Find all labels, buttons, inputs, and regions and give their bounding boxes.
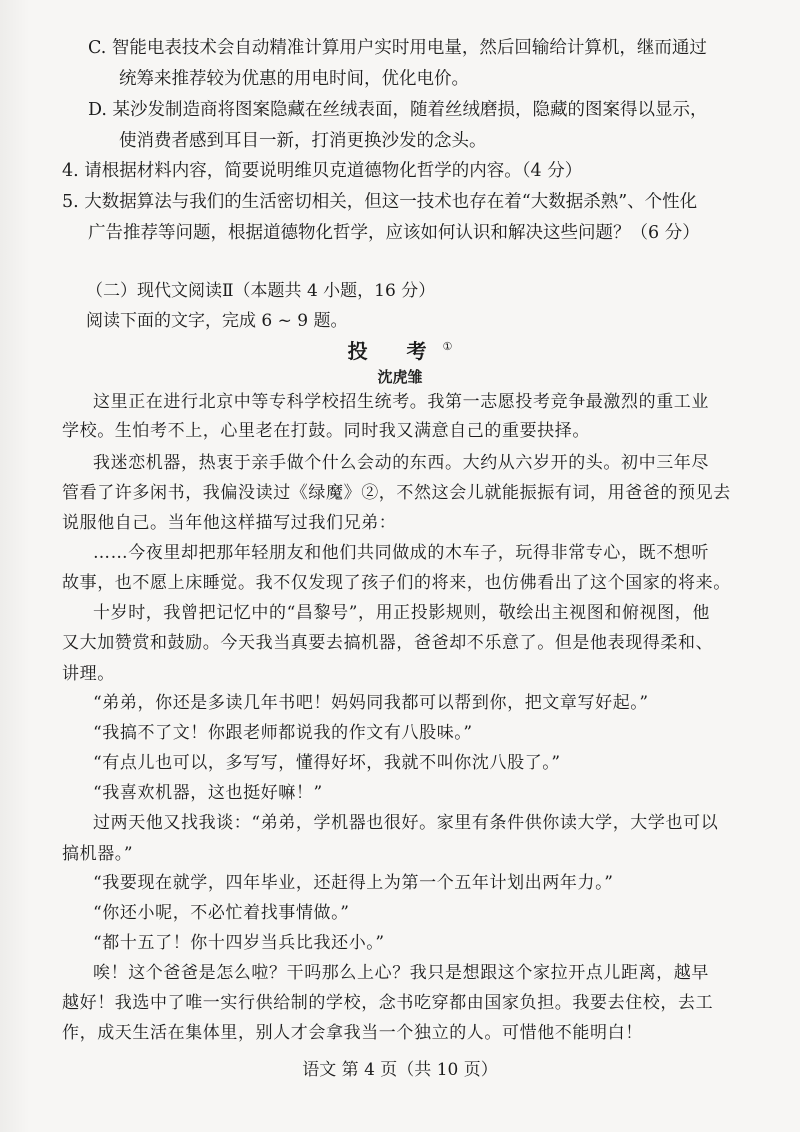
article-line: 这里正在进行北京中等专科学校招生统考。我第一志愿投考竞争最激烈的重工业 <box>93 392 709 412</box>
article-author: 沈虎雏 <box>377 368 423 386</box>
article-line: 唉！这个爸爸是怎么啦？干吗那么上心？我只是想跟这个家拉开点儿距离，越早 <box>93 963 709 983</box>
article-line: 学校。生怕考不上，心里老在打鼓。同时我又满意自己的重要抉择。 <box>62 421 590 441</box>
article-line: 搞机器。” <box>62 844 134 864</box>
article-title-text: 投 考 <box>347 339 443 363</box>
article-line: 越好！我选中了唯一实行供给制的学校，念书吃穿都由国家负担。我要去住校，去工 <box>62 993 714 1013</box>
article-line: “我要现在就学，四年毕业，还赶得上为第一个五年计划出两年力。” <box>93 873 614 893</box>
page-edge-shadow <box>0 0 30 1132</box>
page-footer: 语文 第 4 页（共 10 页） <box>302 1060 498 1080</box>
article-line: “有点儿也可以，多写写，懂得好坏，我就不叫你沈八股了。” <box>93 753 561 773</box>
article-line: “我喜欢机器，这也挺好嘛！” <box>93 783 323 803</box>
article-line: “你还小呢，不必忙着找事情做。” <box>93 903 350 923</box>
article-line: 作，成天生活在集体里，别人才会拿我当一个独立的人。可惜他不能明白！ <box>62 1023 643 1043</box>
article-line: “都十五了！你十四岁当兵比我还小。” <box>93 933 385 953</box>
article-line: “我搞不了文！你跟老师都说我的作文有八股味。” <box>93 723 473 743</box>
article-line: 管看了许多闲书，我偏没读过《绿魔》②，不然这会儿就能振振有词，用爸爸的预见去 <box>62 483 731 503</box>
article-line: 十岁时，我曾把记忆中的“昌黎号”，用正投影规则，敬绘出主视图和俯视图，他 <box>93 603 710 623</box>
question-5-line-1: 5. 大数据算法与我们的生活密切相关，但这一技术也存在着“大数据杀熟”、个性化 <box>62 192 698 212</box>
article-title-footnote-mark: ① <box>442 340 453 353</box>
article-line: 我迷恋机器，热衷于亲手做个什么会动的东西。大约从六岁开的头。初中三年尽 <box>93 453 709 473</box>
option-c-line-1: C. 智能电表技术会自动精准计算用户实时用电量，然后回输给计算机，继而通过 <box>88 38 707 58</box>
article-line: 讲理。 <box>62 664 115 684</box>
option-d-line-1: D. 某沙发制造商将图案隐藏在丝绒表面，随着丝绒磨损，隐藏的图案得以显示， <box>88 100 708 120</box>
article-line: “弟弟，你还是多读几年书吧！妈妈同我都可以帮到你，把文章写好起。” <box>93 693 649 713</box>
question-5-line-2: 广告推荐等问题，根据道德物化哲学，应该如何认识和解决这些问题？（6 分） <box>88 223 700 243</box>
section-heading: （二）现代文阅读Ⅱ（本题共 4 小题，16 分） <box>86 281 436 301</box>
option-d-line-2: 使消费者感到耳目一新，打消更换沙发的念头。 <box>119 131 487 151</box>
article-line: 故事，也不愿上床睡觉。我不仅发现了孩子们的将来，也仿佛看出了这个国家的将来。 <box>62 573 731 593</box>
option-c-line-2: 统筹来推荐较为优惠的用电时间，优化电价。 <box>119 69 469 89</box>
question-4: 4. 请根据材料内容，简要说明维贝克道德物化哲学的内容。（4 分） <box>62 161 583 181</box>
article-title <box>0 335 800 364</box>
article-line: 又大加赞赏和鼓励。今天我当真要去搞机器，爸爸却不乐意了。但是他表现得柔和、 <box>62 633 714 653</box>
article-line: ……今夜里却把那年轻朋友和他们共同做成的木车子，玩得非常专心，既不想听 <box>93 543 709 563</box>
article-line: 过两天他又找我谈：“弟弟，学机器也很好。家里有条件供你读大学，大学也可以 <box>93 813 719 833</box>
section-instruction: 阅读下面的文字，完成 6 ~ 9 题。 <box>86 311 348 331</box>
article-line: 说服他自己。当年他这样描写过我们兄弟： <box>62 513 397 533</box>
